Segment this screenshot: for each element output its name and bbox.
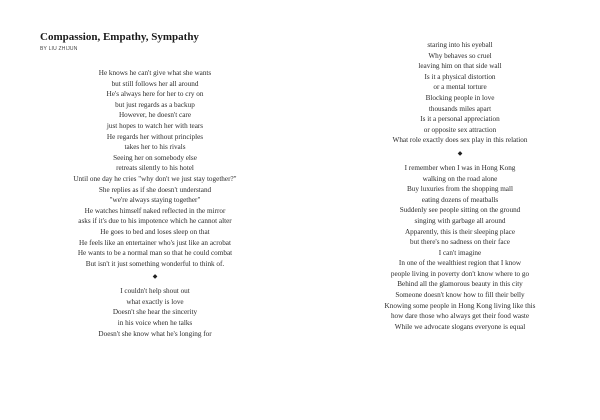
poem-line: people living in poverty don't know where to go: [390, 269, 530, 278]
poem-line: He regards her without principles: [106, 132, 204, 141]
poem-line: eating dozens of meatballs: [421, 195, 499, 204]
poem-line: or a mental torture: [433, 83, 487, 92]
right-page: [345, 40, 575, 332]
poem-line: or opposite sex attraction: [423, 125, 497, 134]
right-stanza-2: [345, 163, 575, 333]
poem-line: I remember when I was in Hong Kong: [404, 163, 516, 172]
poem-line: Knowing some people in Hong Kong living like this: [384, 301, 536, 310]
poem-line: He goes to bed and loses sleep on that: [100, 227, 210, 236]
poem-line: staring into his eyeball: [427, 41, 493, 49]
poem-line: asks if it's due to his impotence which he cannot alter: [78, 217, 232, 226]
poem-line: takes her to his rivals: [124, 143, 186, 152]
poem-line: Is it a physical distortion: [424, 72, 496, 81]
poem-line: However, he doesn't care: [118, 111, 192, 120]
stanza-separator: ◆: [152, 274, 158, 281]
poem-line: What role exactly does sex play in this relation: [392, 136, 528, 145]
author-byline: BY LIU ZHIJUN: [40, 46, 78, 52]
poem-line: but just regards as a backup: [115, 100, 195, 109]
poem-line: Why behaves so cruel: [428, 51, 492, 60]
right-stanza-1: [345, 40, 575, 146]
poem-line: He feels like an entertainer who's just like an acrobat: [79, 238, 231, 247]
poem-line: Doesn't she know what he's longing for: [98, 329, 212, 338]
poem-line: in his voice when he talks: [117, 319, 193, 328]
poem-line: Behind all the glamorous beauty in this city: [397, 280, 523, 289]
poem-line: Is it a personal appreciation: [420, 115, 500, 124]
poem-line: thousands miles apart: [428, 104, 492, 113]
poem-line: She replies as if she doesn't understand: [98, 185, 212, 194]
poem-line: Seeing her on somebody else: [113, 153, 197, 162]
poem-line: what exactly is love: [126, 297, 184, 306]
poem-line: walking on the road alone: [422, 174, 498, 183]
poem-line: "we're always staying together": [109, 196, 201, 205]
poem-line: But isn't it just something wonderful to think of.: [85, 259, 225, 268]
poem-line: Buy luxuries from the shopping mall: [406, 185, 513, 194]
poem-line: I couldn't help shout out: [120, 287, 190, 296]
left-stanza-1: [40, 68, 270, 269]
poem-line: He watches himself naked reflected in the mirror: [84, 206, 226, 215]
poem-line: but there's no sadness on their face: [410, 238, 510, 247]
poem-line: Suddenly see people sitting on the ground: [399, 206, 521, 215]
poem-line: Until one day he cries "why don't we just stay together?": [73, 174, 237, 183]
poem-line: Blocking people in love: [425, 93, 495, 102]
poem-line: singing with garbage all around: [414, 216, 506, 225]
stanza-separator: ◆: [457, 150, 463, 157]
poem-line: He knows he can't give what she wants: [98, 69, 212, 77]
poem-line: retreats silently to his hotel: [116, 164, 194, 173]
poem-line: Apparently, this is their sleeping place: [404, 227, 516, 236]
poem-line: Someone doesn't know how to fill their belly: [395, 291, 525, 300]
left-stanza-2: [40, 286, 270, 339]
poem-line: Doesn't she hear the sincerity: [112, 308, 198, 317]
poem-line: I can't imagine: [438, 248, 482, 257]
poem-line: He wants to be a normal man so that he could combat: [77, 249, 233, 258]
left-page: [40, 30, 270, 339]
poem-line: While we advocate slogans everyone is equal: [394, 322, 526, 331]
poem-line: He's always here for her to cry on: [106, 90, 204, 99]
poem-line: but still follows her all around: [111, 79, 199, 88]
poem-line: just hopes to watch her with tears: [106, 121, 204, 130]
poem-title: Compassion, Empathy, Sympathy: [40, 31, 199, 43]
poem-line: In one of the wealthiest region that I know: [398, 259, 522, 268]
poem-line: how dare those who always get their food waste: [390, 312, 530, 321]
poem-line: leaving him on that side wall: [418, 62, 502, 71]
